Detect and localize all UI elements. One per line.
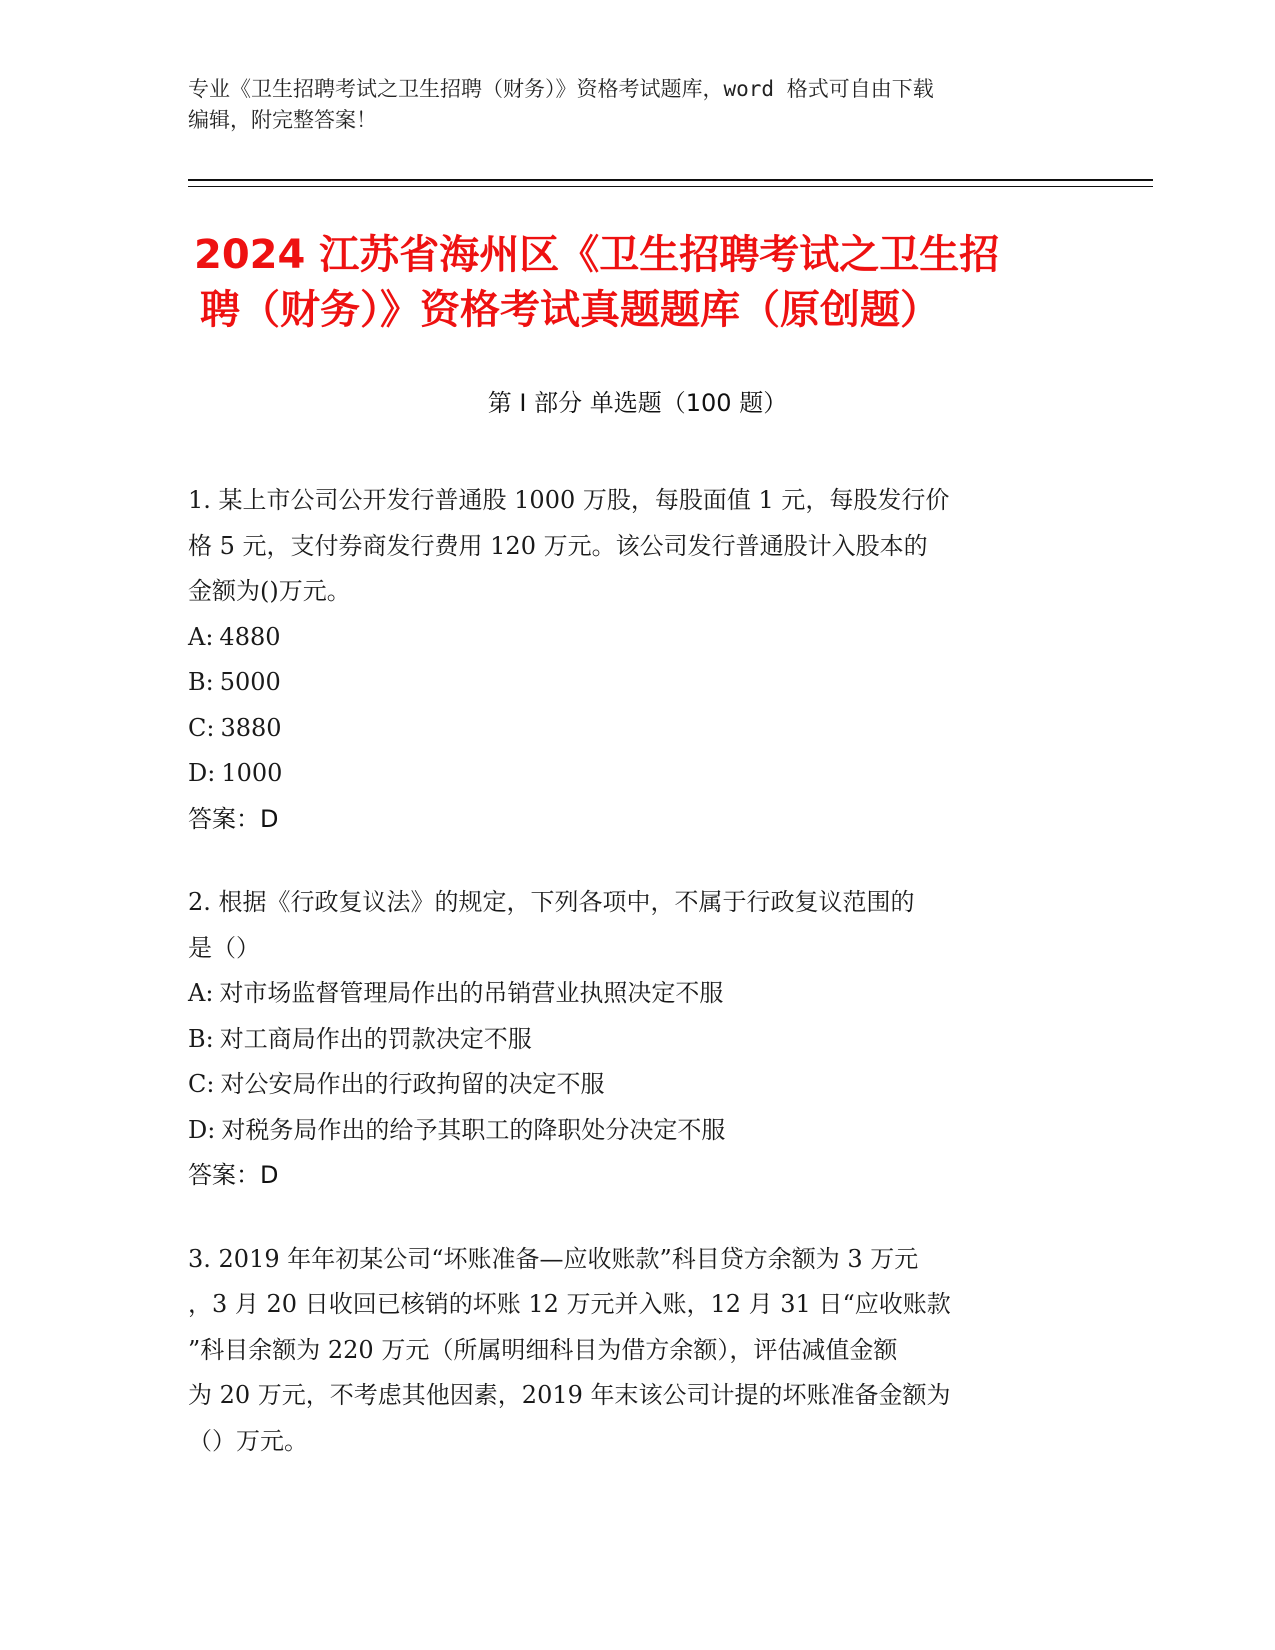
option-a	[188, 971, 1088, 1017]
question-1	[188, 478, 1088, 842]
option-b	[188, 1017, 1088, 1063]
section-heading: 第 I 部分 单选题（100 题）	[487, 389, 788, 417]
option-text: 3880	[220, 713, 282, 742]
option-b	[188, 660, 1088, 706]
option-text: 4880	[219, 622, 281, 651]
question-stem-line: 1. 某上市公司公开发行普通股 1000 万股，每股面值 1 元，每股发行价	[188, 486, 950, 514]
question-stem	[188, 1237, 1088, 1465]
option-a	[188, 615, 1088, 661]
question-stem-line: ”科目余额为 220 万元（所属明细科目为借方余额），评估减值金额	[188, 1335, 898, 1364]
option-letter: C:	[188, 713, 215, 742]
option-text: 对工商局作出的罚款决定不服	[219, 1024, 532, 1053]
option-text: 对税务局作出的给予其职工的降职处分决定不服	[221, 1115, 726, 1144]
header-note	[188, 74, 1088, 136]
question-3	[188, 1237, 1088, 1465]
option-text: 对市场监督管理局作出的吊销营业执照决定不服	[219, 979, 724, 1007]
question-stem	[188, 880, 1088, 971]
option-c	[188, 1062, 1088, 1108]
header-rule-thick	[188, 179, 1153, 181]
question-stem-line: 格 5 元，支付券商发行费用 120 万元。该公司发行普通股计入股本的	[188, 531, 928, 560]
document-title-line-2: 聘（财务）》资格考试真题题库（原创题）	[200, 287, 940, 333]
option-text: 对公安局作出的行政拘留的决定不服	[220, 1070, 605, 1098]
option-letter: D:	[188, 1115, 216, 1144]
option-c	[188, 706, 1088, 752]
option-letter: B:	[188, 1024, 214, 1053]
option-letter: A:	[188, 622, 214, 651]
option-letter: B:	[188, 668, 214, 696]
option-letter: C:	[188, 1070, 215, 1098]
question-stem-line: ，3 月 20 日收回已核销的坏账 12 万元并入账，12 月 31 日“应收账款	[188, 1290, 951, 1318]
option-d	[188, 1108, 1088, 1154]
question-list	[188, 478, 1088, 1502]
document-title-line-1: 2024 江苏省海州区《卫生招聘考试之卫生招	[194, 232, 1000, 278]
question-stem-line: 为 20 万元，不考虑其他因素，2019 年末该公司计提的坏账准备金额为	[188, 1381, 951, 1409]
question-stem-line: 3. 2019 年年初某公司“坏账准备—应收账款”科目贷方余额为 3 万元	[188, 1244, 919, 1273]
option-d	[188, 751, 1088, 797]
question-stem	[188, 478, 1088, 615]
document-title	[194, 228, 1094, 338]
option-text: 5000	[219, 668, 281, 696]
question-stem-line: 是（）	[188, 933, 260, 962]
option-letter: A:	[188, 979, 214, 1007]
header-note-line-2: 编辑，附完整答案！	[188, 108, 377, 132]
answer-line: 答案：D	[188, 804, 279, 833]
option-letter: D:	[188, 759, 216, 787]
question-stem-line: 金额为()万元。	[188, 577, 351, 605]
answer-line: 答案：D	[188, 1161, 279, 1189]
header-note-line-1: 专业《卫生招聘考试之卫生招聘（财务）》资格考试题库，word 格式可自由下载	[188, 77, 934, 101]
question-2	[188, 880, 1088, 1199]
header-rule-thin	[188, 186, 1153, 187]
question-stem-line: 2. 根据《行政复议法》的规定，下列各项中，不属于行政复议范围的	[188, 888, 915, 916]
option-text: 1000	[221, 759, 283, 787]
question-stem-line: （）万元。	[188, 1426, 308, 1455]
